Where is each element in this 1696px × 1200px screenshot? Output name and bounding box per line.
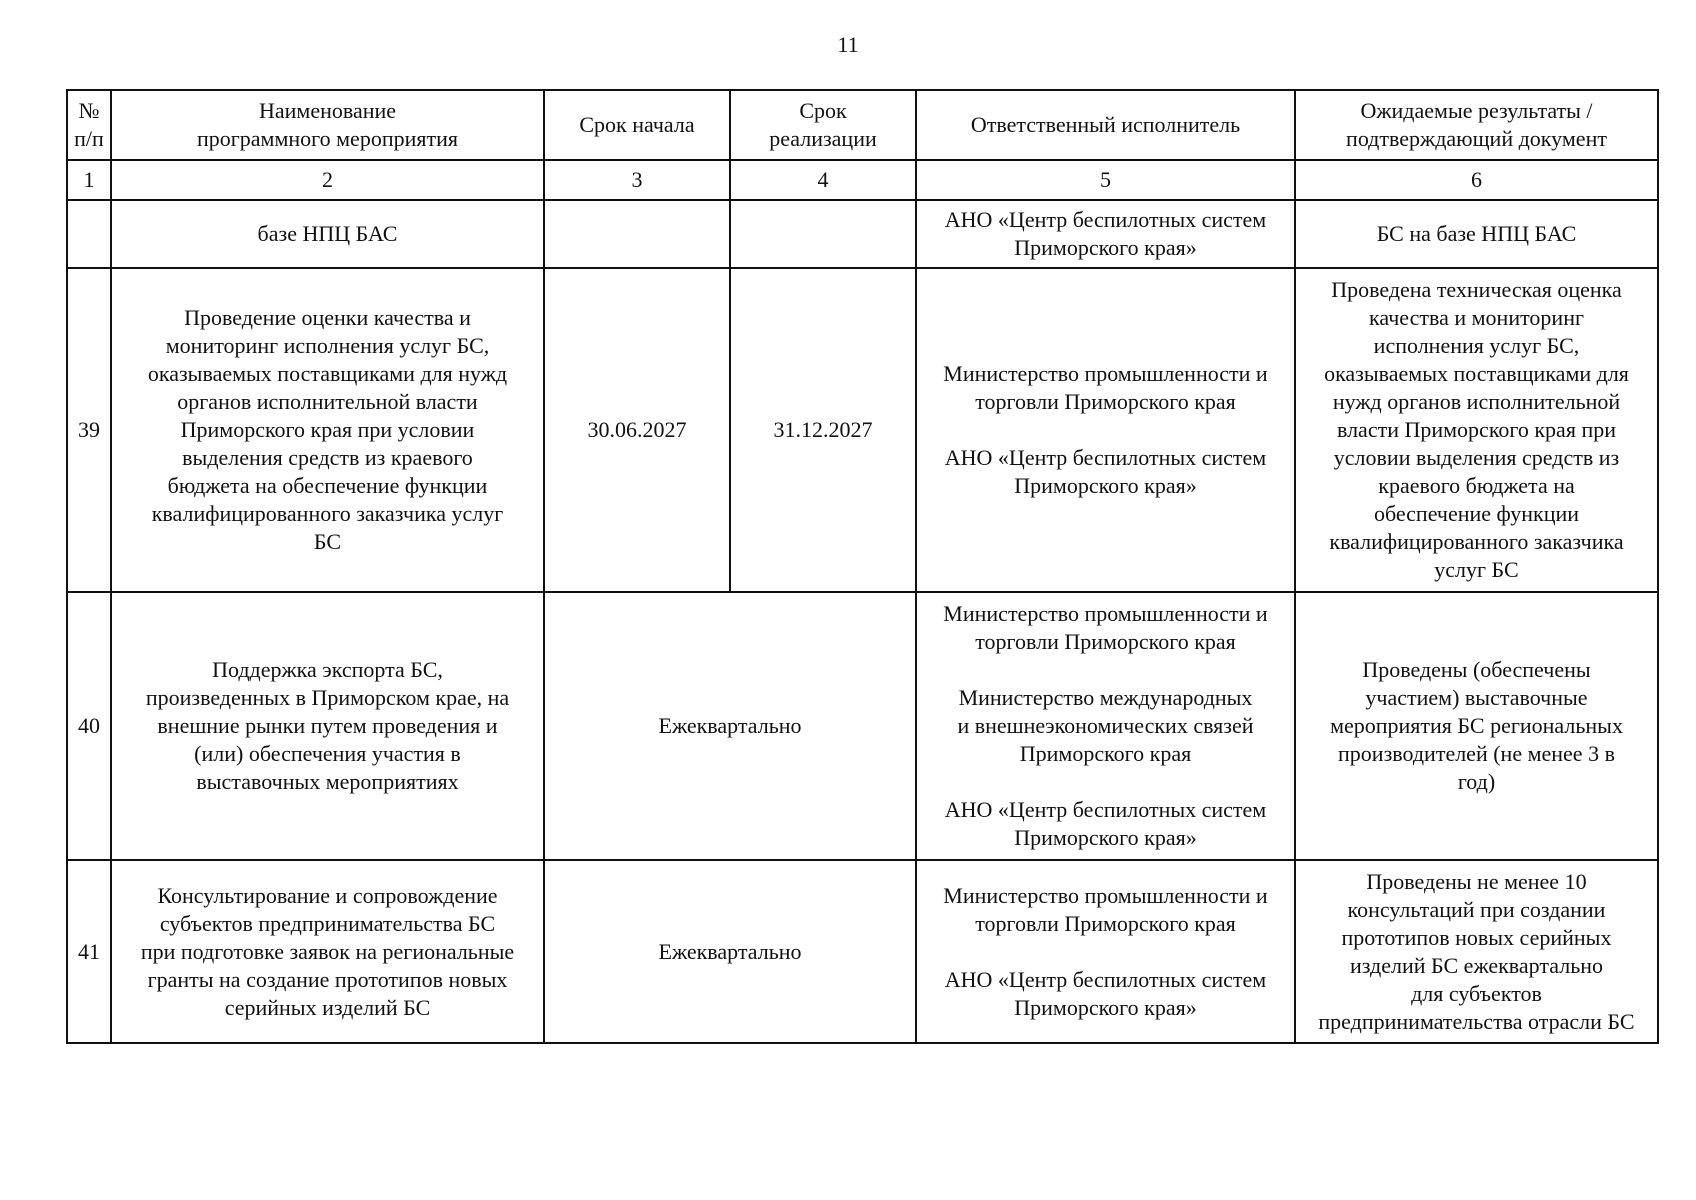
row-executor: Министерство промышленности и торговли Приморского края Министерство международных и внешнеэкономических связей Приморского края АНО «Центр беспилотных систем Приморского края»	[916, 592, 1295, 860]
row-start-date: 30.06.2027	[544, 268, 730, 592]
row-end-date: 31.12.2027	[730, 268, 916, 592]
column-number: 6	[1295, 160, 1658, 200]
page-number: 11	[837, 32, 859, 57]
program-table	[66, 89, 1659, 1044]
row-period: Ежеквартально	[544, 860, 916, 1043]
header-name: Наименование программного мероприятия	[111, 90, 544, 160]
row-period: Ежеквартально	[544, 592, 916, 860]
header-number: № п/п	[67, 90, 111, 160]
header-executor: Ответственный исполнитель	[916, 90, 1295, 160]
header-start: Срок начала	[544, 90, 730, 160]
row-result: Проведена техническая оценка качества и мониторинг исполнения услуг БС, оказываемых поставщиками для нужд органов исполнительной власти Приморского края при условии выделения средств из краевого бюджета на обеспечение функции квалифицированного заказчика услуг БС	[1295, 268, 1658, 592]
table-row-continued	[67, 200, 1658, 268]
header-result: Ожидаемые результаты / подтверждающий документ	[1295, 90, 1658, 160]
row-executor: Министерство промышленности и торговли Приморского края АНО «Центр беспилотных систем Приморского края»	[916, 860, 1295, 1043]
row-result: Проведены не менее 10 консультаций при создании прототипов новых серийных изделий БС ежеквартально для субъектов предпринимательства отрасли БС	[1295, 860, 1658, 1043]
row-number: 40	[67, 592, 111, 860]
column-number: 1	[67, 160, 111, 200]
table-row-40	[67, 592, 1658, 860]
column-number: 2	[111, 160, 544, 200]
row-name: Поддержка экспорта БС, произведенных в Приморском крае, на внешние рынки путем проведения и (или) обеспечения участия в выставочных мероприятиях	[111, 592, 544, 860]
header-row	[67, 90, 1658, 160]
row-name: базе НПЦ БАС	[111, 200, 544, 268]
row-name: Консультирование и сопровождение субъектов предпринимательства БС при подготовке заявок на региональные гранты на создание прототипов новых серийных изделий БС	[111, 860, 544, 1043]
row-executor: Министерство промышленности и торговли Приморского края АНО «Центр беспилотных систем Приморского края»	[916, 268, 1295, 592]
row-number: 41	[67, 860, 111, 1043]
column-number: 5	[916, 160, 1295, 200]
table-row-41	[67, 860, 1658, 1043]
column-number-row	[67, 160, 1658, 200]
column-number: 4	[730, 160, 916, 200]
row-result: БС на базе НПЦ БАС	[1295, 200, 1658, 268]
table-row-39	[67, 268, 1658, 592]
row-executor: АНО «Центр беспилотных систем Приморского края»	[916, 200, 1295, 268]
row-number: 39	[67, 268, 111, 592]
row-result: Проведены (обеспечены участием) выставочные мероприятия БС региональных производителей (не менее 3 в год)	[1295, 592, 1658, 860]
header-end: Срок реализации	[730, 90, 916, 160]
row-name: Проведение оценки качества и мониторинг исполнения услуг БС, оказываемых поставщиками для нужд органов исполнительной власти Приморского края при условии выделения средств из краевого бюджета на обеспечение функции квалифицированного заказчика услуг БС	[111, 268, 544, 592]
column-number: 3	[544, 160, 730, 200]
